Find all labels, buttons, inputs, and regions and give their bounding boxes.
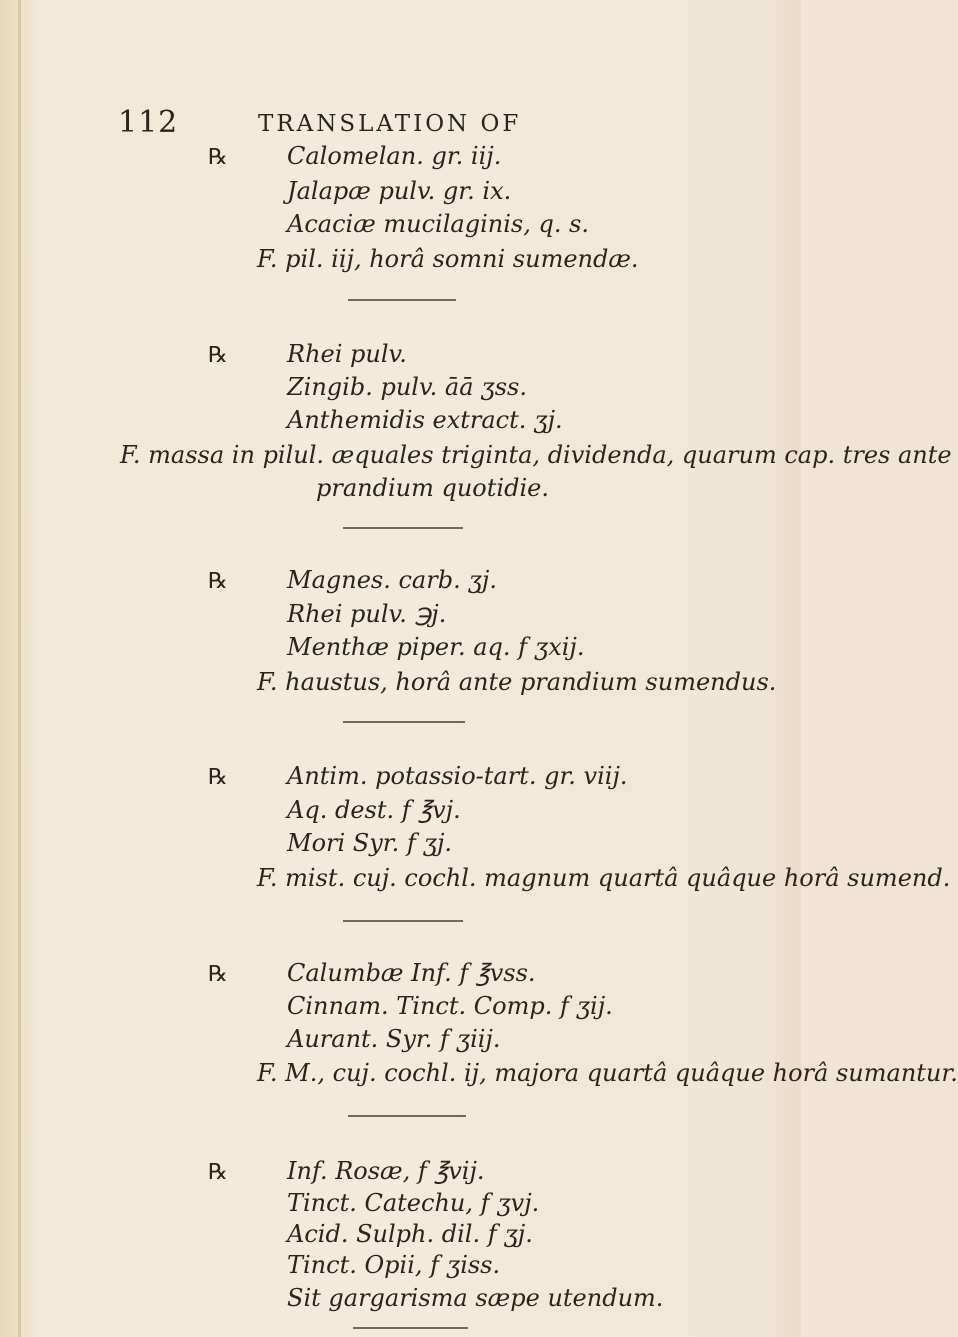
- ingredient-line: Acaciæ mucilaginis, q. s.: [287, 210, 590, 238]
- ingredient-line: Rhei pulv.: [287, 340, 407, 368]
- rx-symbol: ℞: [208, 569, 228, 594]
- ingredient-line: Zingib. pulv. āā ʒss.: [287, 373, 527, 401]
- ingredient-line: Tinct. Opii, f ʒiss.: [287, 1251, 501, 1279]
- direction-line: Sit gargarisma sæpe utendum.: [287, 1284, 664, 1312]
- ingredient-line: Anthemidis extract. ʒj.: [287, 406, 563, 434]
- ingredient-line: Tinct. Catechu, f ʒvj.: [287, 1189, 540, 1217]
- running-title: TRANSLATION OF: [258, 111, 522, 137]
- rx-symbol: ℞: [208, 962, 228, 987]
- separator-rule: [343, 721, 465, 723]
- ingredient-line: Antim. potassio-tart. gr. viij.: [287, 762, 628, 790]
- direction-line: F. mist. cuj. cochl. magnum quartâ quâque horâ sumend.: [257, 864, 951, 892]
- separator-rule: [348, 1115, 466, 1117]
- ingredient-line: Calumbæ Inf. f ℥vss.: [287, 959, 536, 987]
- rx-symbol: ℞: [208, 343, 228, 368]
- direction-line: F. pil. iij, horâ somni sumendæ.: [257, 245, 639, 273]
- ingredient-line: Mori Syr. f ʒj.: [287, 829, 453, 857]
- page-number: 112: [118, 105, 179, 140]
- ingredient-line: Menthæ piper. aq. f ʒxij.: [287, 633, 585, 661]
- separator-rule: [348, 299, 456, 301]
- direction-line: F. M., cuj. cochl. ij, majora quartâ quâque horâ sumantur.: [257, 1059, 958, 1087]
- ingredient-line: Inf. Rosæ, f ℥vij.: [287, 1157, 485, 1185]
- page-gutter-edge: [18, 0, 21, 1337]
- ingredient-line: Magnes. carb. ʒj.: [287, 566, 497, 594]
- separator-rule: [343, 527, 463, 529]
- rx-symbol: ℞: [208, 1160, 228, 1185]
- page-header: [0, 105, 801, 145]
- ingredient-line: Cinnam. Tinct. Comp. f ʒij.: [287, 992, 613, 1020]
- separator-rule: [343, 920, 463, 922]
- ingredient-line: Aq. dest. f ℥vj.: [287, 796, 461, 824]
- ingredient-line: Jalapæ pulv. gr. ix.: [287, 177, 512, 205]
- ingredient-line: Aurant. Syr. f ʒiij.: [287, 1025, 501, 1053]
- separator-rule: [353, 1327, 468, 1329]
- ingredient-line: Acid. Sulph. dil. f ʒj.: [287, 1220, 533, 1248]
- direction-line: F. haustus, horâ ante prandium sumendus.: [257, 668, 777, 696]
- ingredient-line: Calomelan. gr. iij.: [287, 142, 502, 170]
- direction-line: F. massa in pilul. æquales triginta, dividenda, quarum cap. tres ante: [120, 441, 952, 469]
- ingredient-line: Rhei pulv. ℈j.: [287, 600, 447, 628]
- rx-symbol: ℞: [208, 765, 228, 790]
- direction-line: prandium quotidie.: [316, 474, 549, 502]
- rx-symbol: ℞: [208, 145, 228, 170]
